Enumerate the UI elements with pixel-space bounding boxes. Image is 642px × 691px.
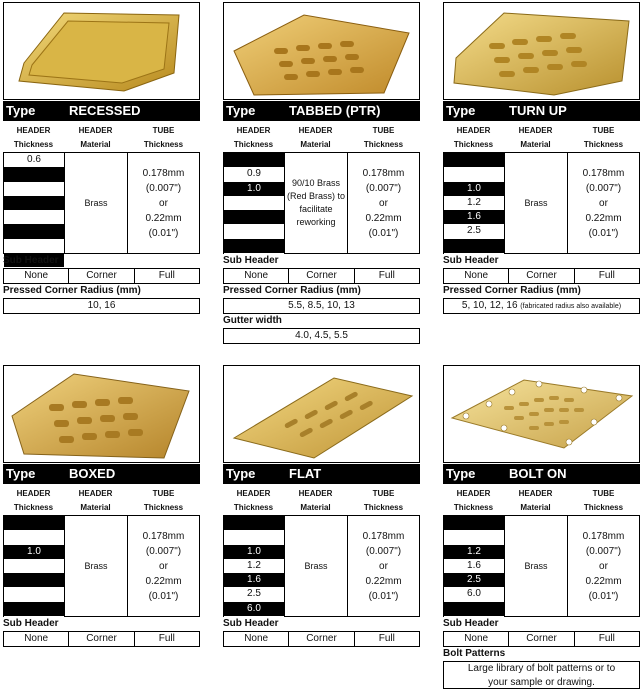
corner-radius-label: Pressed Corner Radius (mm): [3, 285, 141, 296]
thickness-row: [224, 196, 284, 210]
sub-header-corner: Corner: [289, 632, 354, 646]
thickness-row: 6.0: [224, 602, 284, 616]
type-bar: [443, 101, 640, 121]
sub-header-full: Full: [598, 270, 615, 281]
tube-cell: 0.178mm (0.007") or 0.22mm (0.01"): [582, 167, 625, 239]
thickness-row: 1.0: [444, 182, 504, 196]
product-image: [3, 365, 200, 463]
thickness-row: [224, 210, 284, 224]
sub-header-options: [223, 631, 420, 647]
header-material-col: HEADER Material: [518, 489, 553, 512]
type-label: Type: [226, 466, 256, 481]
thickness-list: [444, 153, 505, 253]
thickness-list: [224, 516, 285, 616]
sub-header-none: None: [4, 632, 69, 646]
spec-table: [3, 152, 200, 254]
bolt-patterns-label: Bolt Patterns: [443, 648, 506, 659]
thickness-row: 0.6: [4, 153, 64, 167]
header-thickness-col: HEADER Thickness: [233, 126, 274, 149]
material-cell: Brass: [65, 153, 128, 253]
sub-header-label: Sub Header: [3, 255, 59, 266]
thickness-row: 1.0: [224, 545, 284, 559]
sub-header-none: None: [444, 632, 509, 646]
thickness-row: [4, 559, 64, 573]
header-thickness-col: HEADER Thickness: [233, 489, 274, 512]
corner-radius-label: Pressed Corner Radius (mm): [443, 285, 581, 296]
sub-header-full: Full: [158, 270, 175, 281]
spec-table: [223, 152, 420, 254]
corner-radius-value: 10, 16: [3, 298, 200, 314]
header-material-col: HEADER Material: [78, 489, 113, 512]
type-name: TURN UP: [509, 103, 567, 118]
product-image: [223, 365, 420, 463]
thickness-row: 1.6: [224, 573, 284, 587]
spec-table: [443, 515, 640, 617]
thickness-list: [4, 153, 65, 253]
tube-thickness-col: TUBE Thickness: [583, 489, 624, 512]
type-bar: [3, 464, 200, 484]
tube-thickness-col: TUBE Thickness: [143, 489, 184, 512]
sub-header-none: None: [4, 269, 69, 283]
type-label: Type: [6, 103, 36, 118]
thickness-row: [444, 167, 504, 181]
type-name: TABBED (PTR): [289, 103, 381, 118]
thickness-row: 1.0: [4, 545, 64, 559]
sub-header-options: [443, 631, 640, 647]
tube-cell: 0.178mm (0.007") or 0.22mm (0.01"): [582, 530, 625, 602]
sub-header-full: Full: [158, 633, 175, 644]
sub-header-options: [3, 631, 200, 647]
thickness-row: 1.2: [444, 545, 504, 559]
thickness-row: 1.6: [444, 210, 504, 224]
thickness-row: [444, 239, 504, 253]
spec-table: [223, 515, 420, 617]
header-material-col: HEADER Material: [298, 489, 333, 512]
material-cell: Brass: [505, 516, 568, 616]
header-material-col: HEADER Material: [518, 126, 553, 149]
thickness-row: [4, 210, 64, 224]
thickness-row: [444, 602, 504, 616]
thickness-row: [4, 587, 64, 601]
thickness-row: [4, 167, 64, 181]
tube-cell: 0.178mm (0.007") or 0.22mm (0.01"): [142, 530, 185, 602]
thickness-row: 1.0: [224, 182, 284, 196]
sub-header-full: Full: [378, 633, 395, 644]
sub-header-full: Full: [378, 270, 395, 281]
spec-table: [3, 515, 200, 617]
type-bar: [223, 464, 420, 484]
tube-thickness-col: TUBE Thickness: [363, 489, 404, 512]
corner-radius-note: (fabricated radius also available): [520, 303, 622, 310]
thickness-row: [4, 530, 64, 544]
sub-header-corner: Corner: [289, 269, 354, 283]
sub-header-options: [223, 268, 420, 284]
header-thickness-col: HEADER Thickness: [13, 489, 54, 512]
thickness-row: [4, 602, 64, 616]
tube-cell: 0.178mm (0.007") or 0.22mm (0.01"): [362, 167, 405, 239]
tube-cell: 0.178mm (0.007") or 0.22mm (0.01"): [362, 530, 405, 602]
sub-header-corner: Corner: [69, 632, 134, 646]
thickness-row: [444, 530, 504, 544]
type-bar: [3, 101, 200, 121]
sub-header-options: [443, 268, 640, 284]
product-image: [223, 2, 420, 100]
sub-header-corner: Corner: [69, 269, 134, 283]
sub-header-label: Sub Header: [443, 255, 499, 266]
corner-radius-label: Pressed Corner Radius (mm): [223, 285, 361, 296]
thickness-row: [4, 516, 64, 530]
thickness-row: [444, 516, 504, 530]
header-thickness-col: HEADER Thickness: [453, 126, 494, 149]
thickness-row: [4, 224, 64, 238]
thickness-row: 2.5: [224, 587, 284, 601]
material-cell: Brass: [505, 153, 568, 253]
tube-cell: 0.178mm (0.007") or 0.22mm (0.01"): [142, 167, 185, 239]
type-label: Type: [226, 103, 256, 118]
thickness-row: [224, 516, 284, 530]
thickness-row: 0.9: [224, 167, 284, 181]
thickness-row: 6.0: [444, 587, 504, 601]
sub-header-full: Full: [598, 633, 615, 644]
type-label: Type: [446, 103, 476, 118]
gutter-width-value: 4.0, 4.5, 5.5: [223, 328, 420, 344]
material-cell: Brass: [285, 516, 348, 616]
thickness-row: [224, 530, 284, 544]
material-cell: 90/10 Brass (Red Brass) to facilitate reworking: [285, 153, 348, 253]
thickness-row: 1.2: [444, 196, 504, 210]
header-material-col: HEADER Material: [78, 126, 113, 149]
sub-header-corner: Corner: [509, 632, 574, 646]
thickness-list: [224, 153, 285, 253]
tube-thickness-col: TUBE Thickness: [363, 126, 404, 149]
type-name: BOLT ON: [509, 466, 567, 481]
thickness-row: [224, 239, 284, 253]
product-image: [443, 2, 640, 100]
tube-thickness-col: TUBE Thickness: [143, 126, 184, 149]
thickness-row: [4, 196, 64, 210]
sub-header-label: Sub Header: [223, 255, 279, 266]
sub-header-corner: Corner: [509, 269, 574, 283]
type-bar: [443, 464, 640, 484]
product-image: [3, 2, 200, 100]
sub-header-label: Sub Header: [443, 618, 499, 629]
thickness-list: [444, 516, 505, 616]
thickness-row: 1.2: [224, 559, 284, 573]
type-name: RECESSED: [69, 103, 141, 118]
product-image: [443, 365, 640, 463]
type-name: BOXED: [69, 466, 116, 481]
type-label: Type: [6, 466, 36, 481]
sub-header-label: Sub Header: [3, 618, 59, 629]
spec-table: [443, 152, 640, 254]
thickness-row: 1.6: [444, 559, 504, 573]
thickness-row: [444, 153, 504, 167]
material-cell: Brass: [65, 516, 128, 616]
header-thickness-col: HEADER Thickness: [13, 126, 54, 149]
type-bar: [223, 101, 420, 121]
thickness-row: [224, 153, 284, 167]
sub-header-label: Sub Header: [223, 618, 279, 629]
thickness-row: [4, 182, 64, 196]
corner-radius-value: 5, 10, 12, 16 (fabricated radius also available): [443, 298, 640, 314]
sub-header-options: [3, 268, 200, 284]
sub-header-none: None: [224, 632, 289, 646]
tube-thickness-col: TUBE Thickness: [583, 126, 624, 149]
header-thickness-col: HEADER Thickness: [453, 489, 494, 512]
thickness-row: 2.5: [444, 224, 504, 238]
sub-header-none: None: [444, 269, 509, 283]
thickness-row: 2.5: [444, 573, 504, 587]
type-name: FLAT: [289, 466, 322, 481]
corner-radius-value: 5.5, 8.5, 10, 13: [223, 298, 420, 314]
header-material-col: HEADER Material: [298, 126, 333, 149]
thickness-row: [4, 573, 64, 587]
bolt-patterns-value: Large library of bolt patterns or to your sample or drawing.: [443, 661, 640, 689]
thickness-row: [4, 239, 64, 253]
type-label: Type: [446, 466, 476, 481]
thickness-row: [224, 224, 284, 238]
thickness-list: [4, 516, 65, 616]
gutter-width-label: Gutter width: [223, 315, 282, 326]
sub-header-none: None: [224, 269, 289, 283]
